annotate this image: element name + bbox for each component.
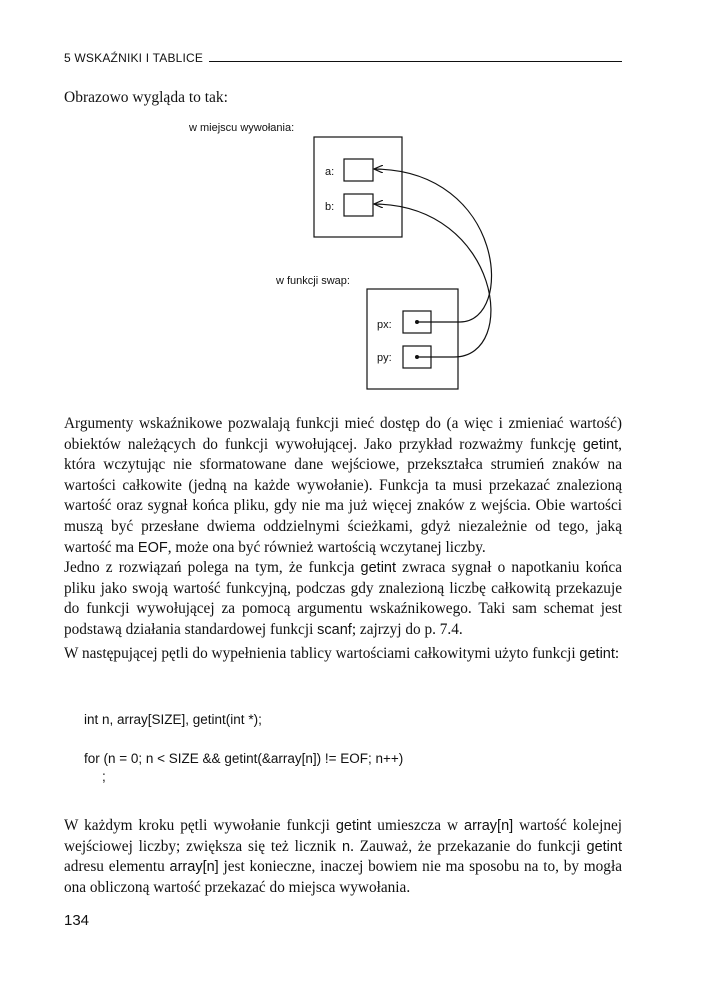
var-label-a: a: (325, 166, 335, 178)
caller-label: w miejscu wywołania: (189, 122, 295, 134)
inline-code-scanf: scanf (317, 621, 352, 638)
inline-code-getint: getint (579, 646, 615, 662)
var-box-a (344, 159, 373, 181)
paragraph-1-text-c: , może ona być również wartością wczytanej liczby. (167, 538, 486, 556)
var-label-px: px: (377, 319, 392, 331)
var-box-px (403, 311, 431, 333)
paragraph-3 (64, 644, 622, 665)
callee-frame (367, 289, 458, 389)
code-line-empty-statement: ; (102, 769, 106, 784)
inline-code-array-n: array[n] (464, 818, 514, 834)
header-rule (209, 61, 622, 62)
paragraph-4-text-f: jest konieczne, inaczej bowiem nie ma sposobu na to, by mogła ona obliczoną wartość przekazać do miejsca wywołania. (64, 858, 622, 896)
code-line-declaration: int n, array[SIZE], getint(int *); (84, 712, 262, 727)
paragraph-4-text-e: adresu elementu (64, 858, 170, 876)
paragraph-4 (64, 816, 622, 898)
paragraph-4-text-d: . Zauważ, że przekazanie do funkcji (350, 837, 587, 855)
inline-code-eof: EOF (137, 539, 168, 556)
paragraph-3-text-a: W następującej pętli do wypełnienia tablicy wartościami całkowitymi użyto funkcji (64, 645, 580, 662)
inline-code-getint: getint (582, 436, 619, 453)
px-pointer-dot (415, 320, 419, 324)
paragraph-2-text-b: zwraca sygnał o napotkaniu końca pliku jako swoją wartość funkcyjną, podczas gdy znalezioną liczbę całkowitą przekazuje do funkcji wywołującej za pomocą argumentu wskaźnikowego. Taki sam schemat jest podstawą działania standardowej funkcji (64, 559, 622, 638)
inline-code-getint: getint (360, 560, 397, 576)
caller-frame (314, 137, 402, 237)
paragraph-1-text-b: , która wczytując nie sformatowane dane wejściowe, przekształca strumień znaków na wartości całkowite (jedną na każde wywołanie). Funkcja ta musi przekazać znalezioną wartość oraz sygnał końca pliku, gdy nie ma już więcej znaków z wejścia. Obie wartości muszą być przesłane dwiema oddzielnymi ścieżkami, gdyż niezależnie od tego, jaką wartość ma (64, 435, 622, 556)
paragraph-4-text-c: wartość kolejnej wejściowej liczby; zwiększa się też licznik (64, 817, 623, 855)
paragraph-1-text-a: Argumenty wskaźnikowe pozwalają funkcji mieć dostęp do (a więc i zmieniać wartość) obiektów należących do funkcji wywołującej. Jako przykład rozważmy funkcję (64, 415, 622, 453)
paragraph-2-text-c: ; zajrzyj do p. 7.4. (351, 620, 463, 638)
py-to-b-arrow (374, 204, 491, 357)
py-pointer-dot (415, 355, 419, 359)
running-header (64, 48, 622, 64)
inline-code-array-n: array[n] (169, 859, 219, 876)
var-box-b (344, 194, 373, 216)
inline-code-n: n (342, 838, 351, 855)
var-label-py: py: (377, 352, 392, 364)
running-title: 5 WSKAŹNIKI I TABLICE (64, 51, 204, 65)
paragraph-2-text-a: Jedno z rozwiązań polega na tym, że funkcja (64, 559, 361, 576)
paragraph-4-text-a: W każdym kroku pętli wywołanie funkcji (64, 817, 336, 834)
page-number: 134 (64, 912, 90, 929)
intro-text: Obrazowo wygląda to tak: (64, 89, 228, 106)
inline-code-getint: getint (335, 818, 372, 834)
var-label-b: b: (325, 201, 335, 213)
code-line-for-loop: for (n = 0; n < SIZE && getint(&array[n]) != EOF; n++) (84, 751, 404, 766)
inline-code-getint: getint (586, 838, 622, 855)
paragraph-4-text-b: umieszcza w (371, 817, 465, 834)
px-to-a-arrow (374, 169, 492, 322)
paragraph-2 (64, 558, 622, 640)
paragraph-3-text-b: : (614, 645, 620, 662)
paragraph-1 (64, 414, 622, 558)
callee-label: w funkcji swap: (276, 275, 350, 287)
var-box-py (403, 346, 431, 368)
